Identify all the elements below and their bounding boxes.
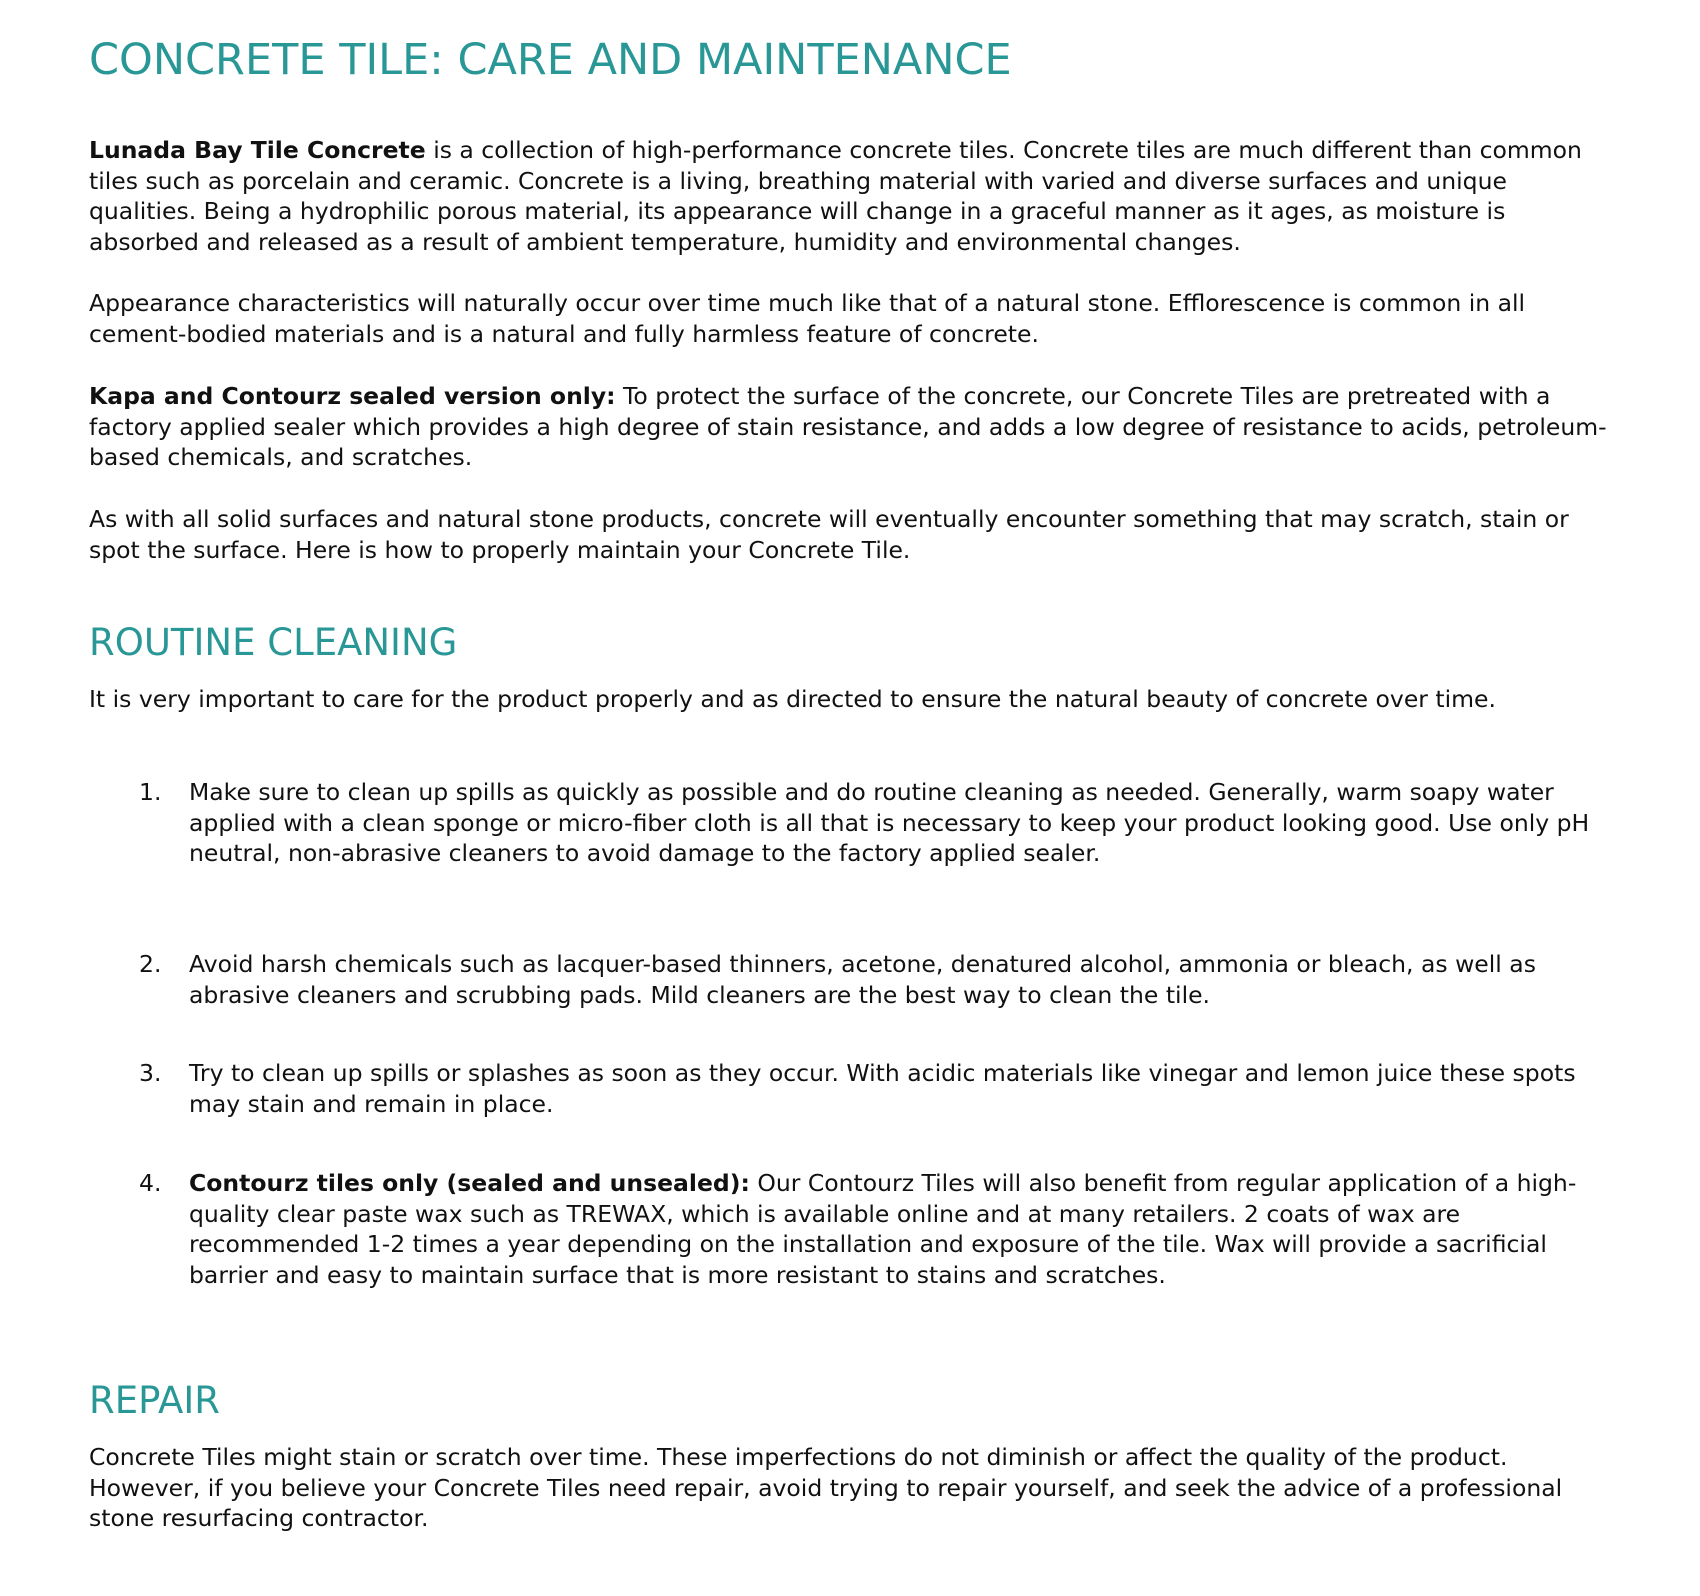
list-item-body: Avoid harsh chemicals such as lacquer-based thinners, acetone, denatured alcohol, ammonia or bleach, as well as abrasive cleaners and scrubbing pads. Mild cleaners are the best way to clean the tile. [189, 950, 1536, 1009]
intro-paragraph-2 [89, 288, 1609, 349]
list-item-body: Try to clean up spills or splashes as soon as they occur. With acidic materials like vinegar and lemon juice these spots may stain and remain in place. [189, 1059, 1576, 1118]
page-title: CONCRETE TILE: CARE AND MAINTENANCE [89, 35, 1012, 85]
list-item-number: 4. [139, 1169, 162, 1197]
list-item-text [189, 1058, 1609, 1119]
intro-paragraph-1-text: is a collection of high-performance concrete tiles. Concrete tiles are much different than common tiles such as porcelain and ceramic. Concrete is a living, breathing material with varied and diverse surfaces and unique qualities. Being a hydrophilic porous material, its appearance will change in a graceful manner as it ages, as moisture is absorbed and released as a result of ambient temperature, humidity and environmental changes. [89, 136, 1582, 256]
repair-heading: REPAIR [89, 1379, 220, 1422]
list-item-body: Our Contourz Tiles will also benefit from regular application of a high-quality clear paste wax such as TREWAX, which is available online and at many retailers. 2 coats of wax are recommended 1-2 times a year depending on the installation and exposure of the tile. Wax will provide a sacrificial barrier and easy to maintain surface that is more resistant to stains and scratches. [189, 1169, 1577, 1289]
intro-paragraph-3-text: To protect the surface of the concrete, our Concrete Tiles are pretreated with a factory applied sealer which provides a high degree of stain resistance, and adds a low degree of resistance to acids, petroleum-based chemicals, and scratches. [89, 382, 1607, 471]
list-item-lead: Contourz tiles only (sealed and unsealed): [189, 1169, 750, 1197]
list-item-text [189, 1168, 1609, 1290]
intro-paragraph-3 [89, 381, 1609, 473]
list-item-number: 3. [139, 1059, 162, 1087]
intro-paragraph-1-lead: Lunada Bay Tile Concrete [89, 136, 426, 164]
list-item-body: Make sure to clean up spills as quickly as possible and do routine cleaning as needed. Generally, warm soapy water applied with a clean sponge or micro-fiber cloth is all that is necessary to keep your product looking good. Use only pH neutral, non-abrasive cleaners to avoid damage to the factory applied sealer. [189, 778, 1590, 867]
list-item-number: 2. [139, 950, 162, 978]
intro-paragraph-4 [89, 504, 1609, 565]
routine-cleaning-heading: ROUTINE CLEANING [89, 621, 458, 664]
list-item-text [189, 949, 1609, 1010]
repair-paragraph [89, 1442, 1609, 1534]
intro-paragraph-1 [89, 135, 1609, 257]
list-item-text [189, 777, 1609, 869]
list-item-number: 1. [139, 778, 162, 806]
repair-paragraph-text: Concrete Tiles might stain or scratch over time. These imperfections do not diminish or affect the quality of the product. However, if you believe your Concrete Tiles need repair, avoid trying to repair yourself, and seek the advice of a professional stone resurfacing contractor. [89, 1443, 1563, 1532]
intro-paragraph-3-lead: Kapa and Contourz sealed version only: [89, 382, 616, 410]
intro-paragraph-2-text: Appearance characteristics will naturally occur over time much like that of a natural stone. Efflorescence is common in all cement-bodied materials and is a natural and fully harmless feature of concrete. [89, 289, 1526, 348]
routine-cleaning-intro [89, 684, 1609, 715]
routine-cleaning-intro-text: It is very important to care for the product properly and as directed to ensure the natural beauty of concrete over time. [89, 685, 1496, 713]
intro-paragraph-4-text: As with all solid surfaces and natural stone products, concrete will eventually encounter something that may scratch, stain or spot the surface. Here is how to properly maintain your Concrete Tile. [89, 505, 1569, 564]
